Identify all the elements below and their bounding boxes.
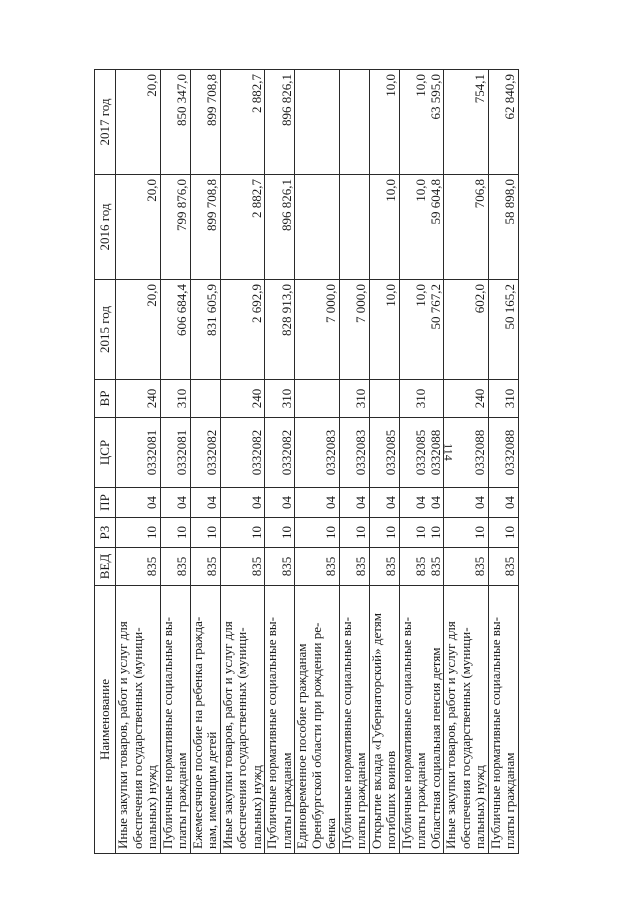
header-csr: ЦСР [95,418,116,488]
cell-y2016 [160,175,190,280]
table-row [339,70,369,854]
cell-y2016 [488,175,518,280]
cell-name-line: Ежемесячное пособие на ребенка гражда- [189,616,205,849]
cell-name-line: платы гражданам [174,752,189,849]
cell-name-line: Иные закупки товаров, работ и услуг для [219,621,235,849]
cell-y2015-value: 7 000,0 [323,284,338,323]
cell-ved-value: 835 [204,556,219,577]
cell-y2015-value: 20,0 [144,284,159,307]
cell-name-line: платы гражданам [353,752,368,849]
cell-rz [220,518,265,548]
cell-vr [295,380,340,418]
cell-y2015 [369,280,399,380]
header-2016: 2016 год [95,175,116,280]
cell-rz-value: 10 [323,526,338,539]
cell-y2016 [295,175,340,280]
cell-ved [265,548,295,586]
cell-csr [369,418,399,488]
cell-rz [444,518,489,548]
cell-name-line: нам, имеющим детей [204,731,219,849]
cell-pr-value: 04 [502,496,517,509]
cell-name-line: Областная социальная пенсия детям [427,647,443,849]
cell-name-line: Открытие вклада «Губернаторский» детям [368,613,384,849]
cell-csr [160,418,190,488]
cell-ved [220,548,265,586]
table-row [116,70,161,854]
table-row [265,70,295,854]
cell-name-line: Публичные нормативные социальные вы- [338,617,354,849]
cell-y2017 [265,70,295,175]
cell-rz-value: 10 10 [413,526,443,539]
cell-pr [339,488,369,518]
cell-rz-value: 10 [278,526,294,539]
cell-y2016-value [354,179,369,275]
cell-y2016-value: 799 876,0 [174,179,189,231]
cell-name [116,586,161,854]
cell-csr-value: 0332082 [278,429,294,476]
table-row [190,70,220,854]
cell-pr [265,488,295,518]
cell-csr-value: 0332088 [502,429,517,476]
cell-rz [190,518,220,548]
table-row [295,70,340,854]
cell-rz [488,518,518,548]
cell-name [295,586,340,854]
cell-y2015 [220,280,265,380]
cell-pr-value: 04 [323,496,338,509]
cell-name-line: Иные закупки товаров, работ и услуг для [115,621,130,849]
cell-name [369,586,399,854]
cell-name [220,586,265,854]
cell-y2017 [116,70,161,175]
cell-vr [369,380,399,418]
cell-y2016 [265,175,295,280]
cell-name-line: погибших воинов [383,750,398,849]
cell-ved [190,548,220,586]
cell-name-line: Публичные нормативные социальные вы- [264,617,279,849]
page-number: 114 [441,443,456,461]
cell-name-line: Публичные нормативные социальные вы- [159,617,175,849]
cell-csr [190,418,220,488]
cell-csr-value: 0332083 [323,429,338,476]
cell-vr-value: 310 [413,388,428,409]
cell-y2016 [399,175,444,280]
cell-y2015 [339,280,369,380]
cell-y2016-value: 706,8 [472,179,487,209]
cell-pr [116,488,161,518]
cell-ved-value: 835 [144,556,159,577]
cell-pr-value: 04 [472,496,487,509]
cell-pr [295,488,340,518]
table-row [488,70,518,854]
cell-vr-value: 310 [278,388,294,409]
cell-pr-value: 04 [383,496,398,509]
cell-csr-value: 0332083 [353,429,368,476]
cell-csr [295,418,340,488]
cell-ved [369,548,399,586]
cell-rz-value: 10 [144,526,159,539]
cell-name [160,586,190,854]
cell-vr [160,380,190,418]
cell-pr [160,488,190,518]
cell-y2015-value: 10,0 [413,284,428,307]
cell-pr-value: 04 04 [413,496,443,509]
cell-y2016-value: 59 604,8 [427,179,443,225]
header-name: Наименование [95,586,116,854]
cell-ved-value: 835 [278,556,294,577]
cell-ved [488,548,518,586]
cell-pr-value: 04 [174,496,189,509]
cell-rz [369,518,399,548]
cell-y2015-value: 606 684,4 [174,284,189,336]
cell-y2016-value [324,179,339,275]
cell-ved [116,548,161,586]
cell-y2017-value: 850 347,0 [174,74,189,126]
cell-y2015-value: 828 913,0 [278,284,294,336]
cell-y2017 [190,70,220,175]
cell-y2017-value: 10,0 [383,74,398,97]
cell-y2016-value: 58 898,0 [502,179,517,225]
header-rz: РЗ [95,518,116,548]
cell-y2017-value: 899 708,8 [204,74,219,126]
cell-pr [488,488,518,518]
cell-y2015-value: 831 605,9 [204,284,219,336]
cell-csr-value: 0332081 [144,429,159,476]
cell-y2016-value: 2 882,7 [248,179,264,218]
cell-vr [399,380,444,418]
cell-y2016 [190,175,220,280]
cell-ved-value: 835 [472,556,487,577]
cell-csr-value: 0332082 [248,429,264,476]
cell-ved [160,548,190,586]
table-header-row [95,70,116,854]
cell-y2017-value: 63 595,0 [427,74,443,120]
table-row [220,70,265,854]
cell-y2015 [190,280,220,380]
cell-vr [339,380,369,418]
table-row [160,70,190,854]
cell-name-line: Публичные нормативные социальные вы- [487,617,503,849]
cell-name [488,586,518,854]
cell-ved [444,548,489,586]
cell-csr [116,418,161,488]
cell-rz-value: 10 [472,526,487,539]
cell-y2017-value: 10,0 [413,74,428,97]
cell-vr [265,380,295,418]
cell-ved [339,548,369,586]
cell-y2015-value: 50 767,2 [427,284,443,330]
cell-y2017-value [354,74,369,170]
cell-y2016-value: 899 708,8 [204,179,219,231]
cell-rz [116,518,161,548]
cell-y2016 [444,175,489,280]
cell-name-line: Иные закупки товаров, работ и услуг для [443,621,458,849]
cell-name-line: платы гражданам [278,752,294,849]
cell-ved-value: 835 [502,556,517,577]
cell-vr [488,380,518,418]
cell-rz [399,518,444,548]
cell-y2015 [160,280,190,380]
cell-y2017-value: 62 840,9 [502,74,517,120]
cell-pr [190,488,220,518]
cell-pr-value: 04 [248,496,264,509]
cell-y2015 [116,280,161,380]
cell-csr [220,418,265,488]
cell-y2017-value: 896 826,1 [278,74,294,126]
cell-y2016 [116,175,161,280]
cell-y2017-value [324,74,339,170]
cell-rz-value: 10 [248,526,264,539]
cell-name-line: Публичные нормативные социальные вы- [398,617,414,849]
cell-rz [295,518,340,548]
cell-y2017 [369,70,399,175]
header-2015: 2015 год [95,280,116,380]
cell-y2015 [488,280,518,380]
cell-y2015 [444,280,489,380]
cell-y2016-value: 10,0 [383,179,398,202]
cell-ved-value: 835 [353,556,368,577]
cell-name-line: Оренбургской области при рождении ре- [308,622,324,849]
cell-rz [339,518,369,548]
cell-pr [369,488,399,518]
cell-vr-value: 310 [174,388,189,409]
cell-y2017-value: 20,0 [144,74,159,97]
cell-csr-value: 0332082 [204,429,219,476]
table-row [444,70,489,854]
cell-csr [339,418,369,488]
cell-rz-value: 10 [353,526,368,539]
cell-vr [190,380,220,418]
cell-rz [265,518,295,548]
cell-name-line: пальных) нужд [472,765,487,849]
cell-y2016 [220,175,265,280]
cell-y2016-value: 20,0 [144,179,159,202]
cell-pr-value: 04 [204,496,219,509]
cell-name-line: платы гражданам [502,752,517,849]
cell-y2015-value: 10,0 [383,284,398,307]
cell-csr [488,418,518,488]
cell-name-line: платы гражданам [413,752,428,849]
cell-rz [160,518,190,548]
cell-csr-value: 0332081 [174,429,189,476]
cell-rz-value: 10 [204,526,219,539]
cell-ved-value: 835 [248,556,264,577]
cell-name [190,586,220,854]
cell-vr [444,380,489,418]
cell-ved-value: 835 [174,556,189,577]
cell-name-line: пальных) нужд [248,765,264,849]
cell-name-line: обеспечения государственных (муници- [234,627,249,849]
header-2017: 2017 год [95,70,116,175]
cell-ved-value: 835 [383,556,398,577]
cell-name [339,586,369,854]
cell-vr-value: 240 [144,388,159,409]
cell-y2015 [295,280,340,380]
cell-pr-value: 04 [278,496,294,509]
cell-vr-value: 240 [472,388,487,409]
rotated-table-container [94,70,578,854]
header-ved: ВЕД [95,548,116,586]
cell-y2015 [265,280,295,380]
cell-name [444,586,489,854]
cell-csr-value: 0332085 [383,429,398,476]
cell-y2017-value: 2 882,7 [248,74,264,113]
cell-name-line: обеспечения государственных (муници- [129,627,145,849]
cell-name-line: Единовременное пособие гражданам [294,643,309,849]
cell-pr-value: 04 [144,496,159,509]
cell-vr-value: 240 [248,388,264,409]
cell-y2016 [339,175,369,280]
cell-y2015-value: 7 000,0 [353,284,368,323]
cell-csr [265,418,295,488]
cell-pr [399,488,444,518]
cell-y2015-value: 50 165,2 [502,284,517,330]
cell-y2016-value: 10,0 [413,179,428,202]
cell-y2017 [339,70,369,175]
cell-pr [220,488,265,518]
header-vr: ВР [95,380,116,418]
cell-y2017 [160,70,190,175]
cell-vr-value: 310 [353,388,368,409]
cell-name [265,586,295,854]
cell-y2016 [369,175,399,280]
cell-y2016-value: 896 826,1 [278,179,294,231]
cell-csr-value: 0332085 0332088 [413,429,443,476]
cell-ved-value: 835 835 [413,556,443,577]
cell-csr-value: 0332088 [472,429,487,476]
cell-pr [444,488,489,518]
cell-ved-value: 835 [323,556,338,577]
cell-rz-value: 10 [174,526,189,539]
cell-y2015-value: 2 692,9 [248,284,264,323]
cell-name-line: пальных) нужд [144,765,159,849]
cell-vr-value: 310 [502,388,517,409]
cell-y2015-value: 602,0 [472,284,487,314]
cell-csr [444,418,489,488]
cell-rz-value: 10 [502,526,517,539]
cell-ved [295,548,340,586]
cell-name [399,586,444,854]
cell-y2017 [444,70,489,175]
cell-rz-value: 10 [383,526,398,539]
cell-name-line: бенка [323,817,338,849]
table-row [369,70,399,854]
cell-y2015 [399,280,444,380]
cell-y2017 [295,70,340,175]
cell-y2017 [220,70,265,175]
cell-ved [399,548,444,586]
budget-table [94,69,519,854]
cell-y2017 [488,70,518,175]
cell-name-line: обеспечения государственных (муници- [457,627,473,849]
table-body [116,70,519,854]
cell-y2017 [399,70,444,175]
cell-csr [399,418,444,488]
cell-vr [220,380,265,418]
table-row [399,70,444,854]
header-pr: ПР [95,488,116,518]
cell-y2017-value: 754,1 [472,74,487,104]
cell-vr [116,380,161,418]
cell-pr-value: 04 [353,496,368,509]
